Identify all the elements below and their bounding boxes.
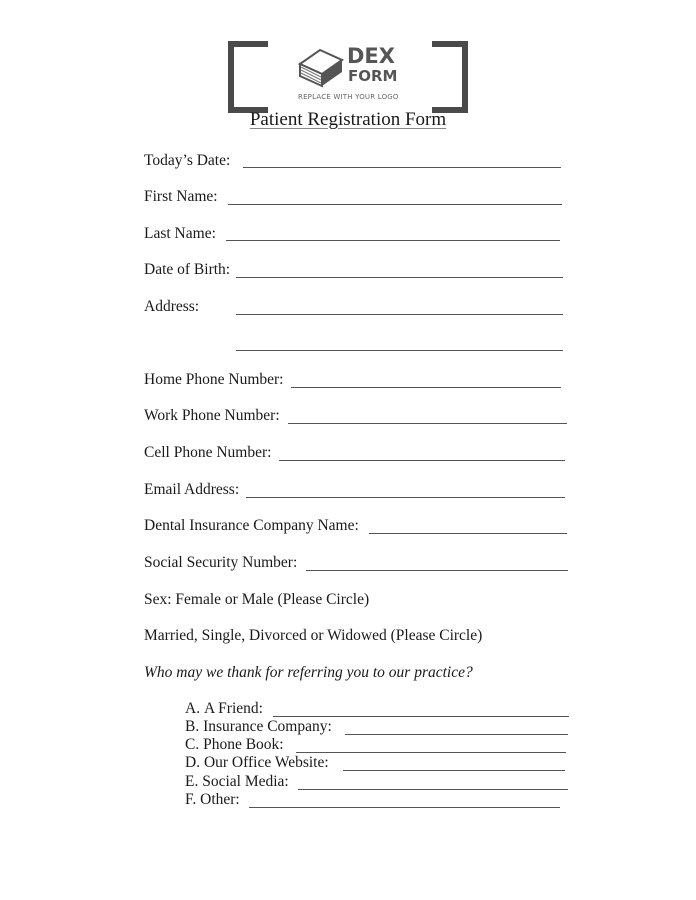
logo-brand-line2: FORM (348, 67, 398, 85)
logo-tagline: REPLACE WITH YOUR LOGO (298, 93, 399, 101)
last-name-field[interactable] (226, 240, 560, 241)
todays-date-label: Today’s Date: (144, 152, 231, 169)
referral-label: Our Office Website: (203, 754, 329, 771)
list-marker: A. (185, 700, 201, 717)
email-address-field[interactable] (246, 497, 565, 498)
address-field-line1[interactable] (236, 314, 563, 315)
marital-status-selection[interactable]: Married, Single, Divorced or Widowed (Please Circle) (144, 627, 483, 644)
referral-label: Other: (200, 791, 240, 808)
referral-label: Social Media: (202, 773, 289, 790)
referral-insurance-field[interactable] (345, 734, 568, 735)
referral-label: A Friend: (203, 700, 263, 717)
ssn-field[interactable] (306, 570, 568, 571)
paper-stack-icon (298, 46, 344, 88)
list-marker: C. (185, 736, 200, 753)
referral-friend-field[interactable] (273, 716, 569, 717)
logo-bracket-right (432, 41, 468, 113)
referral-phone-book-field[interactable] (296, 752, 566, 753)
referral-item-insurance (185, 719, 332, 735)
first-name-label: First Name: (144, 188, 218, 205)
list-marker: B. (185, 718, 200, 735)
dental-insurance-label: Dental Insurance Company Name: (144, 517, 359, 534)
address-label: Address: (144, 298, 200, 315)
list-marker: E. (185, 773, 199, 790)
list-marker: D. (185, 754, 201, 771)
referral-item-other (185, 792, 240, 808)
list-marker: F. (185, 791, 197, 808)
referral-other-field[interactable] (249, 807, 560, 808)
home-phone-label: Home Phone Number: (144, 371, 284, 388)
ssn-label: Social Security Number: (144, 554, 298, 571)
referral-question: Who may we thank for referring you to our practice? (144, 664, 473, 681)
logo-brand-line1: DEX (347, 44, 395, 68)
referral-item-website (185, 755, 329, 771)
referral-website-field[interactable] (343, 770, 565, 771)
date-of-birth-field[interactable] (236, 277, 563, 278)
address-field-line2[interactable] (236, 350, 563, 351)
home-phone-field[interactable] (291, 387, 561, 388)
first-name-field[interactable] (228, 204, 562, 205)
todays-date-field[interactable] (243, 167, 561, 168)
logo-bracket-left (228, 41, 268, 113)
referral-item-phone-book (185, 737, 284, 753)
page-title (0, 109, 696, 131)
work-phone-label: Work Phone Number: (144, 407, 280, 424)
work-phone-field[interactable] (288, 423, 567, 424)
dental-insurance-field[interactable] (369, 533, 567, 534)
referral-label: Insurance Company: (203, 718, 332, 735)
last-name-label: Last Name: (144, 225, 216, 242)
page-title-text: Patient Registration Form (249, 109, 447, 130)
date-of-birth-label: Date of Birth: (144, 261, 231, 278)
cell-phone-field[interactable] (279, 460, 565, 461)
referral-label: Phone Book: (203, 736, 284, 753)
referral-item-social-media (185, 774, 289, 790)
cell-phone-label: Cell Phone Number: (144, 444, 272, 461)
email-address-label: Email Address: (144, 481, 240, 498)
sex-selection[interactable]: Sex: Female or Male (Please Circle) (144, 591, 370, 608)
referral-item-friend (185, 701, 263, 717)
referral-social-media-field[interactable] (298, 789, 568, 790)
